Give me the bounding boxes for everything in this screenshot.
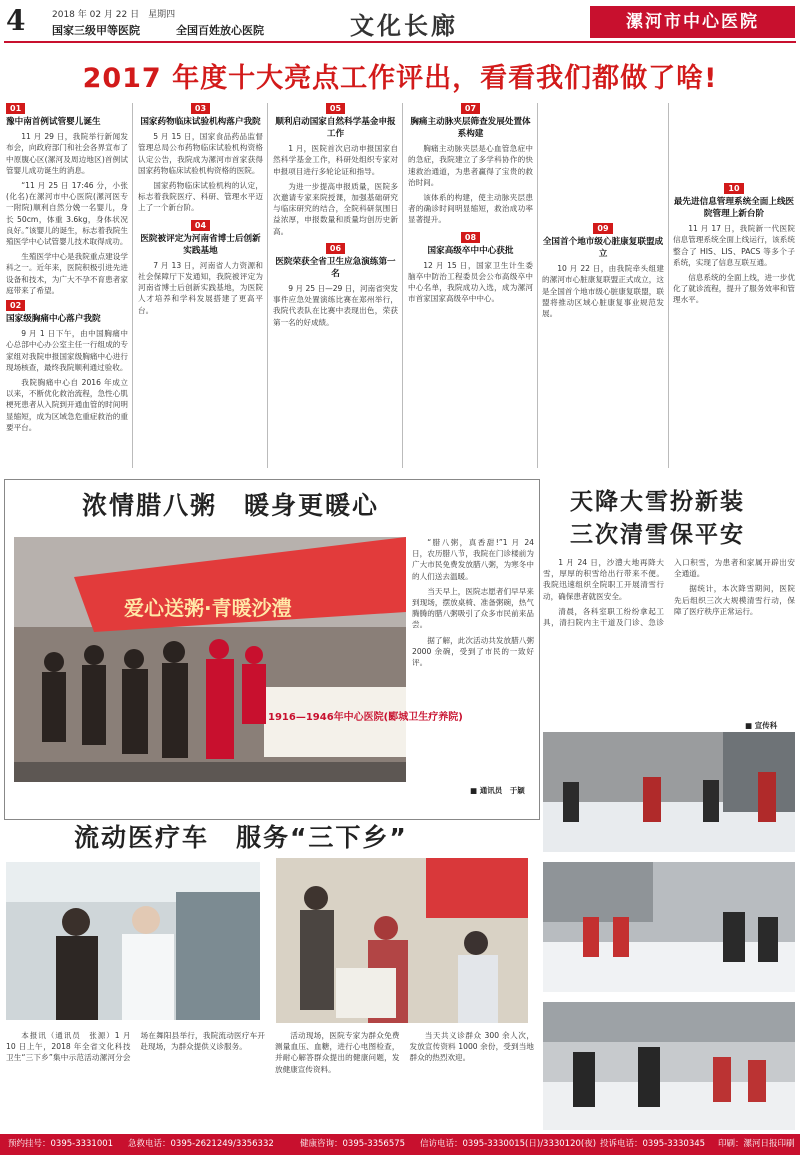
- column-divider: [537, 103, 538, 468]
- article-paragraph: 11 月 17 日，我院新一代医院信息管理系统全面上线运行，该系统整合了 HIS、LIS、PACS 等多个子系统，实现了信息互联互通。: [673, 224, 795, 267]
- hospital-logo: 漯河市中心医院: [590, 6, 795, 38]
- footer-hotline: 投诉电话：0395-3330345: [600, 1139, 706, 1149]
- article-paragraph: 国家药物临床试验机构的认定，标志着我院医疗、科研、管理水平迈上了一个新台阶。: [138, 181, 263, 213]
- highlight-number: 07: [461, 103, 480, 114]
- article-paragraph: 10 月 22 日，由我院牵头组建的漯河市心脏康复联盟正式成立，这是全国首个地市级心脏康复联盟，联盟将推动区域心脏康复事业规范发展。: [542, 264, 664, 319]
- highlight-title: 国家级胸痛中心落户我院: [6, 314, 101, 325]
- highlight-number: 09: [593, 223, 612, 234]
- laba-article: [412, 537, 534, 777]
- page-number: 4: [6, 4, 26, 37]
- highlight-item: [408, 103, 533, 140]
- highlight-title: 医院荣获全省卫生应急演练第一名: [275, 257, 396, 280]
- snow-title-line-2: 三次清雪保平安: [570, 522, 745, 548]
- highlight-title: 豫中南首例试管婴儿诞生: [6, 117, 101, 128]
- laba-photo: [14, 537, 463, 782]
- highlight-item: [673, 183, 795, 220]
- highlight-number: 08: [461, 232, 480, 243]
- highlight-item: [6, 300, 128, 433]
- footer-emergency: 急救电话：0395-2621249/3356332: [128, 1139, 274, 1149]
- article-column-2: [138, 103, 263, 468]
- highlight-item: [273, 103, 398, 140]
- snow-photo-1: [543, 732, 795, 852]
- highlight-title: 全国首个地市级心脏康复联盟成立: [542, 237, 664, 260]
- masthead-tag-2: 全国百姓放心医院: [176, 24, 264, 37]
- highlight-title: 顺利启动国家自然科学基金申报工作: [275, 117, 396, 140]
- article-paragraph: 据了解，此次活动共发放腊八粥 2000 余碗，受到了市民的一致好评。: [412, 635, 534, 668]
- article-paragraph: 活动现场，医院专家为群众免费测量血压、血糖，进行心电图检查，并耐心解答群众提出的健康问题，发放健康宣传资料。: [275, 1031, 400, 1074]
- highlight-number: 06: [326, 243, 345, 254]
- article-paragraph: 清晨，各科室职工纷纷拿起工具，清扫院内主干道及门诊、急诊入口积雪，为患者和家属开辟出安全通道。: [543, 558, 795, 628]
- main-headline: 2017 年度十大亮点工作评出，看看我们都做了啥!: [82, 63, 718, 94]
- article-paragraph: 7 月 13 日，河南省人力资源和社会保障厅下发通知，我院被评定为河南省博士后创新实践基地，为医院人才培养和学科发展搭建了更高平台。: [138, 260, 263, 315]
- highlight-title: 医院被评定为河南省博士后创新实践基地: [140, 233, 261, 256]
- article-column-5: [542, 103, 664, 468]
- article-column-6: [673, 103, 795, 468]
- highlight-item: [138, 220, 263, 257]
- snow-photo-2: [543, 862, 795, 992]
- article-paragraph: 该体系的构建，使主动脉夹层患者的确诊时间明显缩短，救治成功率显著提升。: [408, 193, 533, 225]
- footer-appointment: 预约挂号：0395-3331001: [8, 1139, 114, 1149]
- snow-article: [543, 557, 795, 717]
- highlight-title: 国家药物临床试验机构落户我院: [140, 117, 261, 128]
- column-divider: [132, 103, 133, 468]
- article-column-1: [6, 103, 128, 468]
- article-column-3: [273, 103, 398, 468]
- highlight-item: [408, 232, 533, 257]
- column-divider: [668, 103, 669, 468]
- article-paragraph: 11 月 29 日，我院举行新闻发布会，向政府部门和社会各界宣布了中原腹心区(漯河及周边地区)首例试管婴儿成功诞生的消息。: [6, 132, 128, 175]
- article-paragraph: 9 月 1 日下午，由中国胸痛中心总部中心办公室主任一行组成的专家组对我院申报国家级胸痛中心进行现场核查，最终我院顺利通过验收。: [6, 329, 128, 372]
- masthead-divider: [4, 41, 796, 43]
- laba-credit: ■ 通讯员 于颖: [470, 786, 525, 795]
- article-paragraph: 为进一步提高申报质量，医院多次邀请专家来院授课，加强基础研究与临床研究的结合，全院科研氛围日益浓厚，申报数量和质量均创历史新高。: [273, 181, 398, 236]
- mobile-clinic-article: [6, 1030, 534, 1130]
- article-paragraph: 本报讯（通讯员 张源）1 月 10 日上午，2018 年全省文化科技卫生“三下乡”集中示范活动漯河分会场在舞阳县举行，我院流动医疗车开赴现场，为群众提供义诊服务。: [6, 1031, 265, 1063]
- highlight-number: 04: [191, 220, 210, 231]
- article-paragraph: 12 月 15 日，国家卫生计生委脑卒中防治工程委员会公布高级卒中中心名单，我院成功入选，成为漯河市首家国家高级卒中中心。: [408, 260, 533, 304]
- article-paragraph: 当天共义诊群众 300 余人次，发放宣传资料 1000 余份，受到当地群众的热烈欢迎。: [409, 1031, 534, 1063]
- article-column-4: [408, 103, 533, 468]
- highlight-item: [273, 243, 398, 280]
- footer-bar: [0, 1134, 800, 1170]
- article-paragraph: “11 月 25 日 17:46 分，小张(化名)在漯河市中心医院(漯河医专一附院)顺利自然分娩一名婴儿，身长 50cm，体重 3.6kg，身体状况良好。”该婴儿的诞生，标志着我院生殖医学中心试管婴儿技术取得成功。: [6, 181, 128, 247]
- article-paragraph: 信息系统的全面上线，进一步优化了就诊流程，提升了服务效率和管理水平。: [673, 273, 795, 305]
- highlight-number: 10: [724, 183, 743, 194]
- masthead-tag-1: 国家三级甲等医院: [52, 24, 140, 37]
- issue-date: 2018 年 02 月 22 日 星期四: [52, 10, 176, 20]
- mobile-clinic-title: 流动医疗车 服务“三下乡”: [74, 823, 408, 852]
- highlight-item: [6, 103, 128, 296]
- footer-complaint: 信访电话：0395-3330015(日)/3330120(夜): [420, 1139, 597, 1149]
- footer-print: 印刷：漯河日报印刷厂: [718, 1139, 795, 1170]
- article-paragraph: 当天早上，医院志愿者们早早来到现场，摆放桌椅、准备粥碗，热气腾腾的腊八粥吸引了众多市民前来品尝。: [412, 586, 534, 630]
- snow-credit: ■ 宣传科: [745, 721, 778, 730]
- highlight-number: 01: [6, 103, 25, 114]
- highlight-number: 03: [191, 103, 210, 114]
- article-paragraph: 生殖医学中心是我院重点建设学科之一。近年来，医院积极引进先进设备和技术，为广大不孕不育患者家庭带来了希望。: [6, 252, 128, 295]
- mobile-photo-1: [6, 862, 260, 1020]
- snow-title-line-1: 天降大雪扮新装: [570, 489, 745, 515]
- column-name: 文化长廊: [350, 11, 458, 40]
- highlight-number: 05: [326, 103, 345, 114]
- highlight-number: 02: [6, 300, 25, 311]
- article-paragraph: 据统计，本次降雪期间，医院先后组织三次大规模清雪行动，保障了医疗秩序正常运行。: [674, 584, 795, 616]
- mobile-photo-2: [276, 858, 528, 1023]
- article-paragraph: “腊八粥，真香甜!”1 月 24 日，农历腊八节，我院在门诊楼前为广大市民免费发放腊八粥，为寒冬中的人们送去温暖。: [412, 538, 534, 581]
- highlight-item: [542, 223, 664, 260]
- column-divider: [267, 103, 268, 468]
- highlight-item: [138, 103, 263, 128]
- highlight-title: 胸痛主动脉夹层筛查发展处置体系构建: [410, 117, 531, 140]
- article-paragraph: 胸痛主动脉夹层是心血管急症中的急症，我院建立了多学科协作的快速救治通道，为患者赢得了宝贵的救治时间。: [408, 144, 533, 187]
- banner-text: 爱心送粥·青暖沙澧: [124, 596, 292, 620]
- article-paragraph: 我院胸痛中心自 2016 年成立以来，不断优化救治流程，急性心肌梗死患者从入院到开通血管的时间明显缩短，成为区域急危重症救治的重要平台。: [6, 378, 128, 432]
- sign-text: 1916—1946年中心医院(郾城卫生疗养院): [268, 712, 463, 723]
- snow-photo-3: [543, 1002, 795, 1130]
- highlight-title: 国家高级卒中中心获批: [427, 245, 514, 256]
- article-paragraph: 5 月 15 日，国家食品药品监督管理总局公布药物临床试验机构资格认定公告，我院成为漯河市首家获得国家药物临床试验机构资格的医院。: [138, 132, 263, 175]
- article-paragraph: 9 月 25 日—29 日，河南省突发事件应急处置演练比赛在郑州举行，我院代表队在比赛中表现出色，荣获第一名的好成绩。: [273, 284, 398, 327]
- article-paragraph: 1 月 24 日，沙澧大地再降大雪，厚厚的积雪给出行带来不便。我院迅速组织全院职工开展清雪行动，确保患者就医安全。: [543, 558, 664, 601]
- highlight-title: 最先进信息管理系统全面上线医院管理上新台阶: [673, 197, 795, 220]
- footer-health: 健康咨询：0395-3356575: [300, 1139, 406, 1149]
- laba-title: 浓情腊八粥 暖身更暖心: [82, 491, 380, 520]
- column-divider: [402, 103, 403, 468]
- article-paragraph: 1 月，医院首次启动申报国家自然科学基金工作，科研处组织专家对申报项目进行多轮论证和指导。: [273, 144, 398, 176]
